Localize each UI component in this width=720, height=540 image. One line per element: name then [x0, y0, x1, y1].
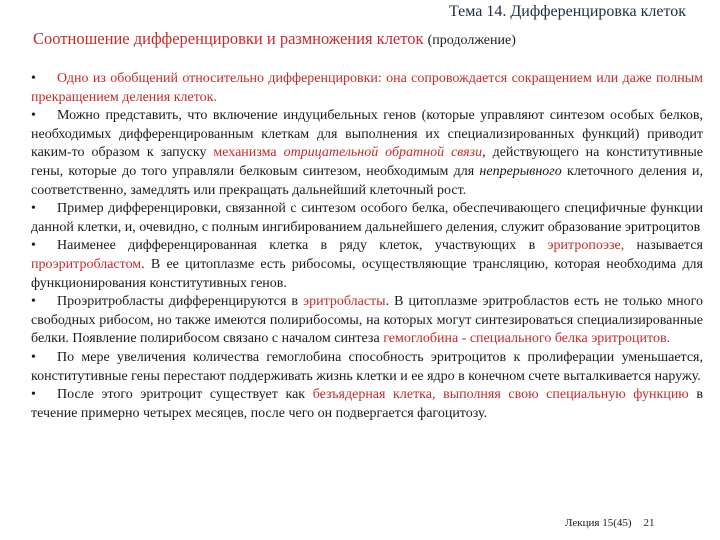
paragraph-2 [31, 107, 703, 200]
bullet-marker: • [31, 201, 36, 217]
paragraph-2-text-cont: , действующего на конститутивные гены, которые до того управляли белковым синтезом, необходимым для [31, 145, 703, 179]
paragraph-6-text: По мере увеличения количества гемоглобина способность эритроцитов к пролиферации уменьшается, конститутивные гены перестают поддерживать жизнь клетки и ее ядро в конечном счете выталкивается наружу. [31, 349, 703, 384]
paragraph-6 [31, 349, 703, 386]
paragraph-1-text: Одно из обобщений относительно дифференцировки: она сопровождается сокращением или даже полным прекращением деления клеток. [31, 71, 703, 105]
paragraph-3-text: Пример дифференцировки, связанной с синтезом особого белка, обеспечивающего специфичные функции данной клетки, и, очевидно, с полным ингибированием дальнейшего деления, служит образование эритроцитов [31, 201, 703, 235]
lecture-label: Лекция 15(45) [565, 517, 632, 529]
paragraph-7-text: После этого эритроцит существует как [57, 387, 313, 403]
paragraph-4 [31, 237, 703, 293]
paragraph-7-text-end: в течение примерно четырех месяцев, после чего он подвергается фагоцитозу. [31, 387, 703, 421]
paragraph-5-text-cont: . В цитоплазме эритробластов есть не только много свободных рибосом, но также имеются полирибосомы, на которых могут синтезироваться специализированные белки. Появление полирибосом связано с началом синтеза [31, 294, 703, 347]
paragraph-2-term-feedback: отрицательной обратной связи [283, 145, 483, 161]
slide-body [31, 70, 703, 423]
bullet-marker: • [31, 387, 36, 403]
paragraph-4-term-proerythroblast: проэритробластом [31, 256, 142, 272]
paragraph-2-term-continuous: непрерывного [479, 163, 562, 179]
paragraph-7-term-anucleate: безъядерная клетка, выполняя свою специальную функцию [312, 387, 689, 403]
paragraph-2-term-mechanism: механизма [213, 145, 284, 161]
bullet-marker: • [31, 108, 36, 124]
paragraph-4-text: Наименее дифференцированная клетка в ряду клеток, участвующих в [57, 238, 548, 254]
paragraph-5-term-erythroblasts: эритробласты [303, 294, 386, 310]
page-number: 21 [643, 517, 655, 529]
bullet-marker: • [31, 294, 36, 310]
slide-title-main: Соотношение дифференцировки и размножения клеток [33, 29, 424, 48]
slide-footer [565, 517, 655, 529]
paragraph-4-text-cont: называется [624, 238, 703, 254]
slide-title [33, 29, 516, 49]
paragraph-1 [31, 70, 703, 107]
bullet-marker: • [31, 349, 36, 365]
paragraph-2-text: Можно представить, что включение индуцибельных генов (которые управляют синтезом особых белков, необходимых дифференцированным клеткам для выполнения их специализированных функций) приводит каким-то образом к запуску [31, 108, 703, 161]
slide-title-continuation: (продолжение) [427, 33, 516, 48]
topic-heading: Тема 14. Дифференцировка клеток [449, 3, 686, 20]
paragraph-7 [31, 386, 703, 423]
paragraph-5-text: Проэритробласты дифференцируются в [57, 294, 304, 310]
bullet-marker: • [31, 71, 36, 86]
paragraph-5 [31, 293, 703, 349]
paragraph-3 [31, 200, 703, 237]
bullet-marker: • [31, 238, 36, 254]
paragraph-4-term-erythropoiesis: эритропоэзе, [547, 238, 625, 254]
paragraph-2-text-end: клеточного деления и, соответственно, замедлять или прекращать дальнейший клеточный рост. [31, 163, 703, 198]
paragraph-5-term-hemoglobin: гемоглобина - специального белка эритроцитов. [383, 331, 671, 347]
paragraph-4-text-end: . В ее цитоплазме есть рибосомы, осуществляющие трансляцию, которая необходима для функционирования конститутивных генов. [31, 256, 703, 291]
